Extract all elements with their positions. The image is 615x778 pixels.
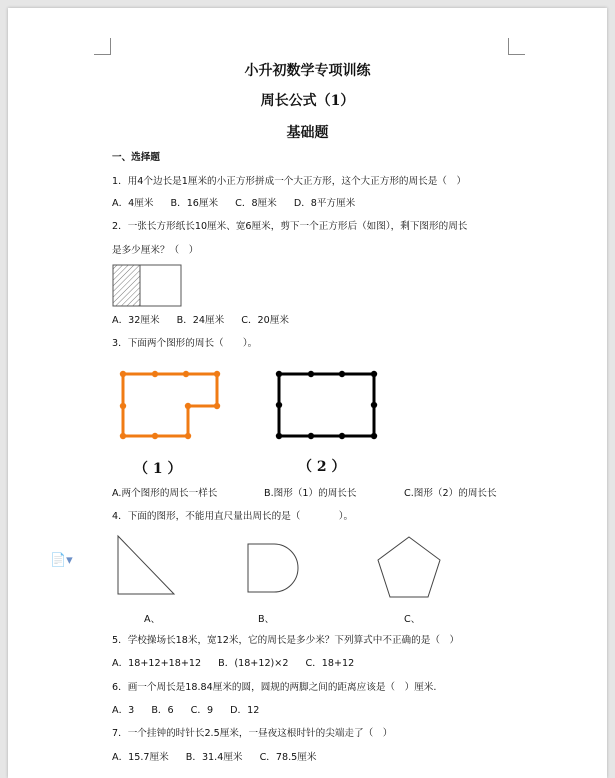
d-shape-figure <box>244 540 300 596</box>
doc-title: 小升初数学专项训练 <box>244 63 371 79</box>
option: A．32厘米 <box>112 315 160 326</box>
question-3-option-c: C.图形（2）的周长长 <box>404 488 497 499</box>
rectangle-figure <box>112 264 184 308</box>
question-2-options <box>112 315 303 327</box>
question-4: 4．下面的图形，不能用直尺量出周长的是（ ）。 <box>112 511 354 522</box>
question-6: 6．画一个周长是18.84厘米的圆，圆规的两脚之间的距离应该是（ ）厘米. <box>112 682 437 693</box>
option: A．15.7厘米 <box>112 752 169 763</box>
document-icon[interactable]: 📄▾ <box>50 553 73 568</box>
page-corner-mark <box>508 38 525 55</box>
question-3: 3．下面两个图形的周长（ ）。 <box>112 338 258 349</box>
figure-2-label: （ 2 ） <box>298 459 346 475</box>
option: B．16厘米 <box>170 198 219 209</box>
option: C．78.5厘米 <box>259 752 317 763</box>
question-1-options <box>112 198 369 210</box>
question-5: 5．学校操场长18米，宽12米，它的周长是多少米？下列算式中不正确的是（ ） <box>112 635 460 646</box>
figure-b-label: B、 <box>258 614 275 625</box>
option: A．4厘米 <box>112 198 154 209</box>
option: B．24厘米 <box>176 315 225 326</box>
figure-a-label: A、 <box>144 614 161 625</box>
doc-section-heading: 基础题 <box>286 125 329 141</box>
figure-1-label: （ 1 ） <box>134 461 182 477</box>
option: D．12 <box>230 705 260 716</box>
option: B．6 <box>151 705 174 716</box>
question-2: 2．一张长方形纸长10厘米、宽6厘米，剪下一个正方形后（如图），剩下图形的周长 <box>112 221 468 232</box>
option: C．18+12 <box>305 658 355 669</box>
question-3-option-b: B.图形（1）的周长长 <box>264 488 357 499</box>
page-corner-mark <box>94 38 111 55</box>
question-2-cont: 是多少厘米？（ ） <box>112 245 199 256</box>
option: D．8平方厘米 <box>293 198 356 209</box>
option: B．(18+12)×2 <box>218 658 289 669</box>
question-6-options <box>112 705 273 717</box>
figure-1-orange-shape <box>116 368 226 442</box>
question-1: 1．用4个边长是1厘米的小正方形拼成一个大正方形，这个大正方形的周长是（ ） <box>112 176 467 187</box>
option: C．9 <box>190 705 214 716</box>
doc-subtitle: 周长公式（1） <box>260 93 355 109</box>
option: B．31.4厘米 <box>185 752 243 763</box>
question-7: 7．一个挂钟的时针长2.5厘米，一昼夜这根时针的尖端走了（ ） <box>112 728 393 739</box>
question-7-options <box>112 752 330 764</box>
figure-2-black-rectangle <box>272 368 382 442</box>
option: C．8厘米 <box>235 198 277 209</box>
option: A．18+12+18+12 <box>112 658 202 669</box>
pentagon-figure <box>374 535 444 601</box>
question-5-options <box>112 658 368 670</box>
section-label: 一、选择题 <box>112 152 160 163</box>
document-page <box>8 8 607 778</box>
question-3-option-a: A.两个图形的周长一样长 <box>112 488 218 499</box>
triangle-figure <box>112 534 180 598</box>
cut-square <box>113 265 140 306</box>
option: A．3 <box>112 705 135 716</box>
figure-c-label: C、 <box>404 614 421 625</box>
option: C．20厘米 <box>241 315 289 326</box>
